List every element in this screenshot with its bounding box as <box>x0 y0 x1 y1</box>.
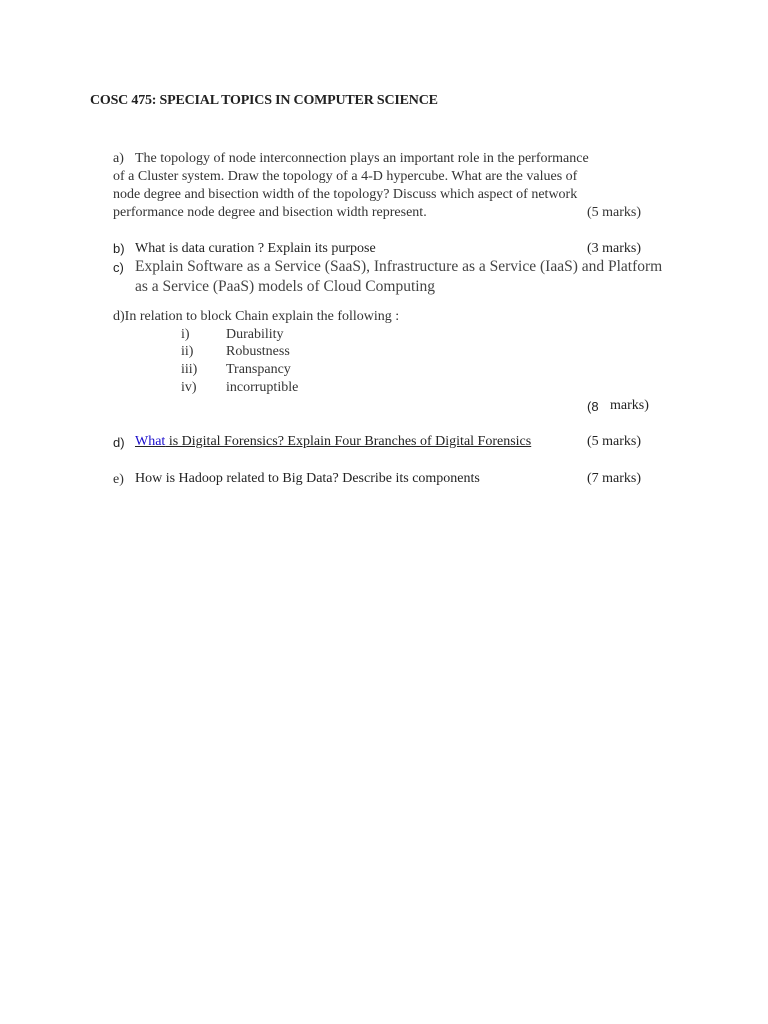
list-item-text: incorruptible <box>226 380 299 395</box>
question-d2-marks: (5 marks) <box>587 434 642 449</box>
question-e-text: How is Hadoop related to Big Data? Describe its components <box>135 471 480 486</box>
digital-forensics-link[interactable]: What <box>135 434 166 449</box>
question-a-line-2: of a Cluster system. Draw the topology of a 4-D hypercube. What are the values of <box>113 169 578 184</box>
list-item-number: iii) <box>181 362 198 377</box>
question-c-line-2: as a Service (PaaS) models of Cloud Computing <box>135 278 436 295</box>
question-d2-label: d) <box>113 435 125 450</box>
list-item-number: ii) <box>181 344 194 359</box>
question-b-marks: (3 marks) <box>587 241 642 256</box>
question-a-label: a) <box>113 151 124 166</box>
question-d-marks-close: marks) <box>610 398 649 413</box>
question-d2-text <box>135 433 646 451</box>
question-e-label: e) <box>113 472 124 487</box>
question-a-line-3: node degree and bisection width of the topology? Discuss which aspect of network <box>113 187 578 202</box>
question-c-line-1: Explain Software as a Service (SaaS), Infrastructure as a Service (IaaS) and Platform <box>135 258 663 275</box>
list-item-number: iv) <box>181 380 197 395</box>
question-a-marks: (5 marks) <box>587 205 642 220</box>
list-item-text: Robustness <box>226 344 290 359</box>
list-item-text: Durability <box>226 327 284 342</box>
list-item-text: Transpancy <box>226 362 291 377</box>
question-a-line-4: performance node degree and bisection width represent. <box>113 205 427 220</box>
list-item-number: i) <box>181 327 190 342</box>
page-title: COSC 475: SPECIAL TOPICS IN COMPUTER SCIENCE <box>90 93 438 108</box>
question-d-marks-open: (8 <box>587 399 599 414</box>
question-a-line-1: The topology of node interconnection plays an important role in the performance <box>135 151 589 166</box>
question-d-intro: d)In relation to block Chain explain the following : <box>113 309 400 324</box>
question-d2-body: is Digital Forensics? Explain Four Branches of Digital Forensics <box>165 434 532 449</box>
question-b-text: What is data curation ? Explain its purpose <box>135 241 376 256</box>
question-c-label: c) <box>113 260 124 275</box>
question-e-marks: (7 marks) <box>587 471 642 486</box>
question-b-label: b) <box>113 241 125 256</box>
